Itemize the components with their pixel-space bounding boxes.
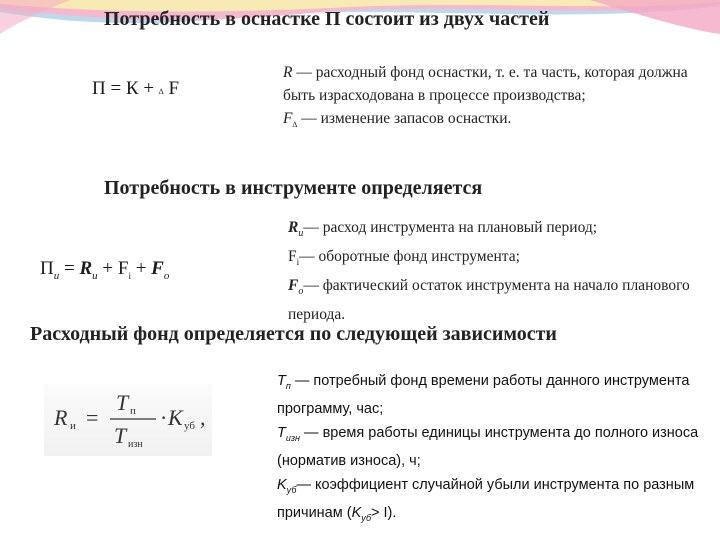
sub-i: i [128, 270, 131, 281]
sub-i: и [53, 269, 60, 282]
definition-fi [288, 245, 713, 274]
formula-eq: = [59, 258, 80, 279]
definition-kub-tail: > I). [371, 505, 397, 522]
delta-symbol: ∆ [292, 120, 298, 130]
sub-ub: уб [361, 513, 372, 524]
formula-numerator-sub: п [130, 405, 136, 417]
formula-denominator-sub: изн [128, 439, 143, 450]
definition-ri [288, 216, 713, 245]
formula-lhs: П = К + [92, 78, 159, 99]
tool-definitions [288, 216, 713, 326]
sub-i: i [296, 257, 300, 268]
formula-dot: · [160, 405, 168, 430]
equipment-definitions [283, 61, 703, 136]
symbol-r: R [283, 64, 293, 81]
definition-fo-text: — фактический остаток инструмента на начало планового периода. [288, 277, 690, 324]
formula-lhs: R [54, 405, 68, 430]
symbol-t: T [277, 373, 286, 389]
definition-tizn [277, 422, 709, 474]
heading-equipment-need: Потребность в оснастке П состоит из двух частей [104, 8, 550, 30]
symbol-f: F [288, 248, 297, 266]
sub-izn: изн [285, 432, 301, 443]
delta-symbol: ∆ [158, 87, 164, 96]
heading-tool-need: Потребность в инструменте определяется [104, 177, 483, 199]
sub-i: и [92, 269, 98, 282]
symbol-k: K [351, 505, 362, 522]
definition-f-delta [283, 107, 703, 136]
definition-kub [277, 474, 709, 531]
definition-tp-text: — потребный фонд времени работы данного инструмента программу, час; [277, 373, 690, 418]
definition-kub-text: — коэффициент случайной убыли инструмента по разным причинам ( [277, 476, 695, 522]
symbol-f: F [283, 110, 293, 127]
formula-comma: , [200, 405, 206, 430]
sub-i: и [298, 228, 304, 240]
definition-f-text: — изменение запасов оснастки. [297, 110, 512, 127]
definition-r [283, 61, 703, 107]
symbol-r: R [288, 219, 299, 236]
consumable-definitions [277, 370, 709, 531]
definition-tizn-text: — время работы единицы инструмента до полного износа (норматив износа), ч; [277, 424, 699, 470]
formula-graphic [44, 384, 212, 456]
sub-o: о [163, 269, 170, 282]
symbol-f: F [288, 277, 299, 295]
formula-equipment-need [92, 78, 179, 100]
formula-plus: + [130, 258, 152, 279]
formula-k-sub: уб [184, 420, 195, 432]
definition-tp [277, 370, 709, 422]
formula-var-f: F [168, 78, 180, 99]
symbol-t: T [277, 424, 286, 441]
heading-consumable-fund: Расходный фонд определяется по следующей зависимости [30, 323, 557, 345]
formula-tool-need [40, 258, 169, 282]
formula-numerator: T [116, 390, 129, 415]
symbol-k: K [277, 476, 287, 493]
definition-ri-text: — расход инструмента на плановый период; [303, 219, 598, 236]
sub-o: о [298, 286, 304, 298]
decor-right-pink [590, 0, 720, 34]
formula-plus-f: + F [97, 258, 129, 279]
sub-p: п [285, 380, 291, 391]
formula-eq: = [86, 405, 99, 430]
definition-fo [288, 274, 713, 326]
definition-r-text: — расходный фонд оснастки, т. е. та часть, которая должна быть израсходована в процессе производства; [283, 64, 688, 104]
formula-denominator: T [114, 423, 127, 448]
formula-lhs-sub: и [70, 420, 76, 432]
sub-ub: уб [286, 484, 297, 495]
formula-p: П [40, 258, 54, 279]
formula-fo: F [151, 258, 164, 279]
definition-fi-text: — оборотные фонд инструмента; [299, 248, 520, 266]
formula-consumable-fund [44, 384, 212, 456]
formula-r: R [79, 258, 93, 279]
formula-k: K [168, 405, 183, 430]
